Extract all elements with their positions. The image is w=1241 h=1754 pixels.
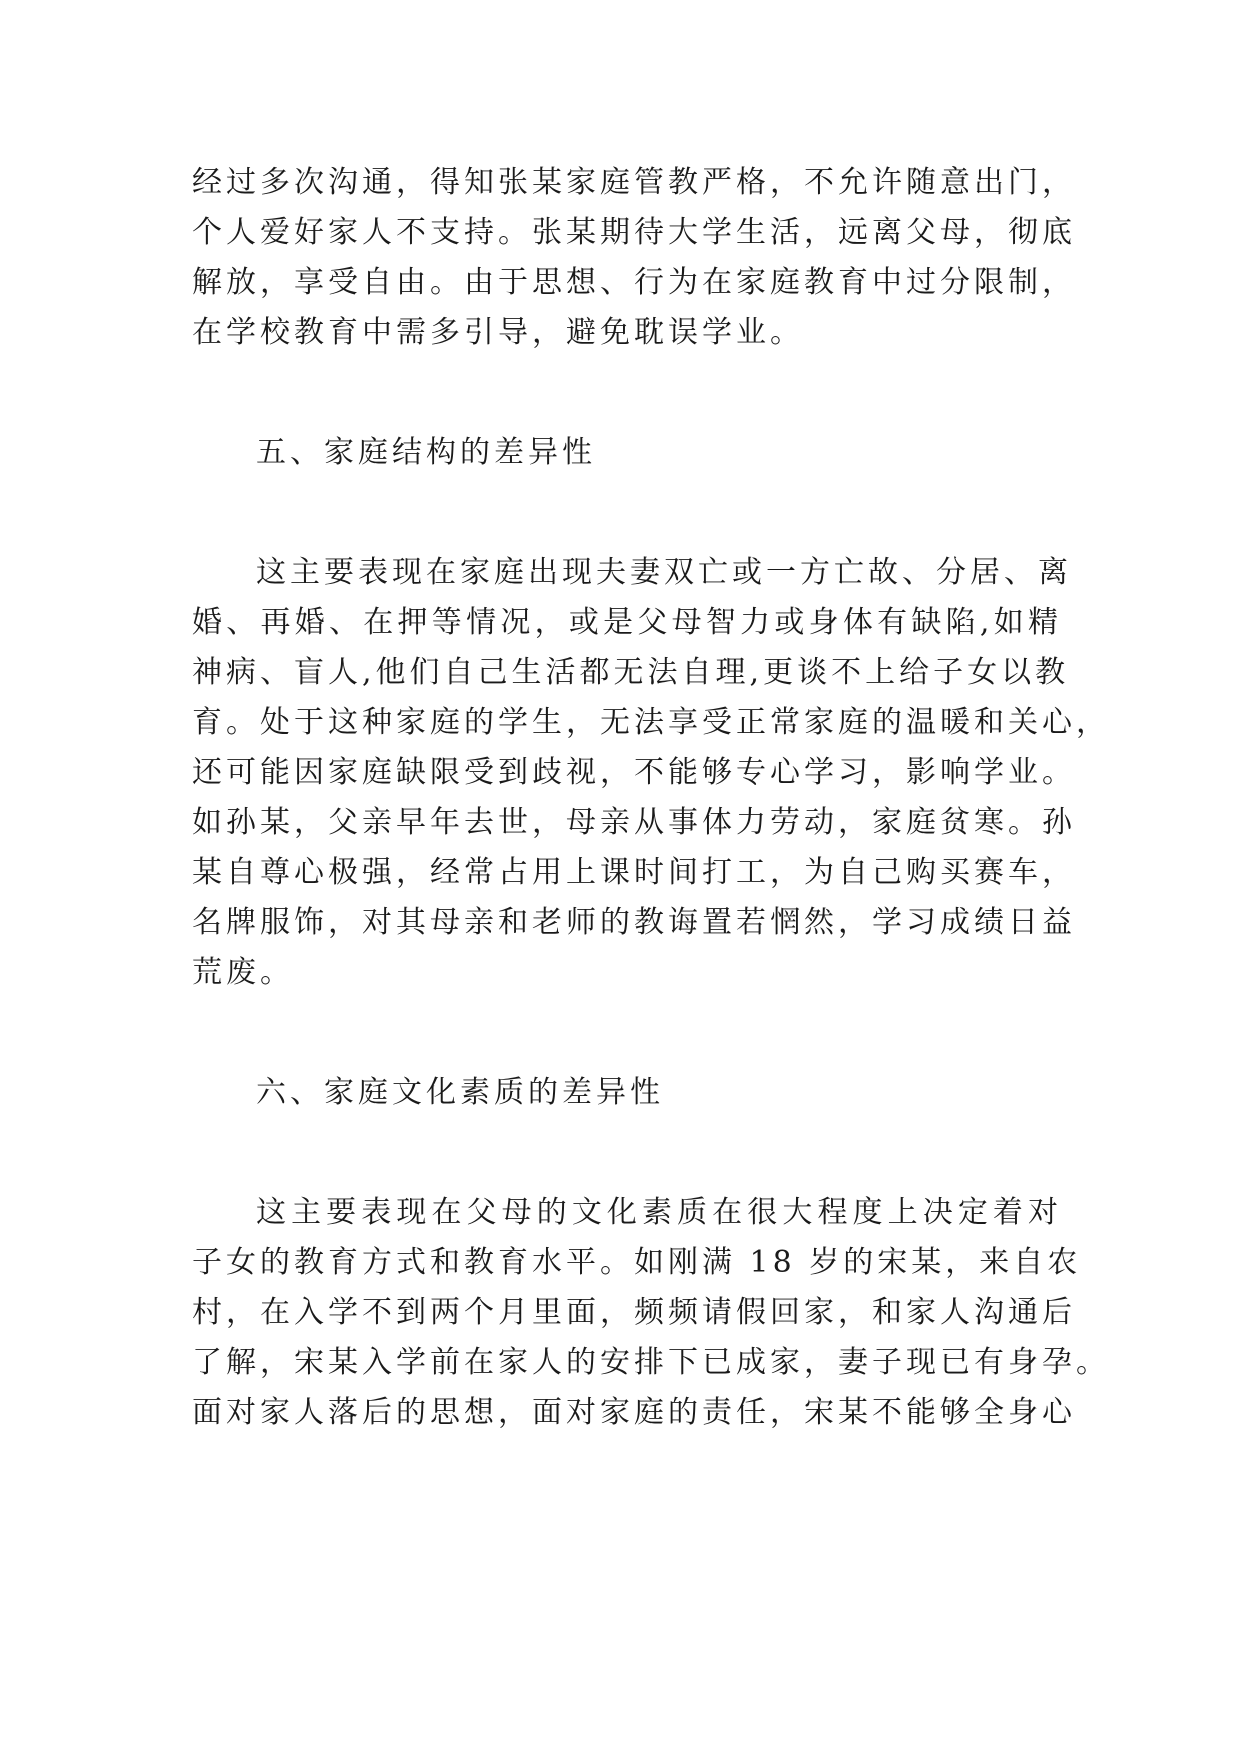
text-line: 这主要表现在家庭出现夫妻双亡或一方亡故、分居、离: [256, 555, 1072, 590]
text-line: 某自尊心极强，经常占用上课时间打工，为自己购买赛车，: [192, 855, 1076, 890]
text-line: 面对家人落后的思想，面对家庭的责任，宋某不能够全身心: [192, 1395, 1076, 1430]
text-line: 神病、盲人,他们自己生活都无法自理,更谈不上给子女以教: [192, 655, 1070, 690]
text-line: 了解，宋某入学前在家人的安排下已成家，妻子现已有身孕。: [192, 1345, 1110, 1380]
text-line: 经过多次沟通，得知张某家庭管教严格，不允许随意出门，: [192, 165, 1076, 200]
text-line: 在学校教育中需多引导，避免耽误学业。: [192, 315, 804, 350]
text-line: 村，在入学不到两个月里面，频频请假回家，和家人沟通后: [192, 1295, 1076, 1330]
text-line: 如孙某，父亲早年去世，母亲从事体力劳动，家庭贫寒。孙: [192, 805, 1076, 840]
paragraph-family-culture: [192, 1188, 1110, 1438]
text-line: 这主要表现在父母的文化素质在很大程度上决定着对: [256, 1195, 1062, 1230]
text-line: 解放，享受自由。由于思想、行为在家庭教育中过分限制，: [192, 265, 1076, 300]
paragraph-family-discipline: [192, 158, 1076, 358]
text-line: 子女的教育方式和教育水平。如刚满 18 岁的宋某，来自农: [192, 1245, 1082, 1280]
section-heading-family-culture: 六、家庭文化素质的差异性: [256, 1075, 664, 1110]
section-heading-family-structure: 五、家庭结构的差异性: [256, 435, 596, 470]
text-line: 还可能因家庭缺限受到歧视，不能够专心学习，影响学业。: [192, 755, 1076, 790]
text-line: 婚、再婚、在押等情况，或是父母智力或身体有缺陷,如精: [192, 605, 1062, 640]
text-line: 荒废。: [192, 955, 294, 990]
document-body: [192, 158, 1110, 1438]
paragraph-family-structure: [192, 548, 1110, 998]
text-line: 育。处于这种家庭的学生，无法享受正常家庭的温暖和关心，: [192, 705, 1110, 740]
text-line: 名牌服饰，对其母亲和老师的教诲置若惘然，学习成绩日益: [192, 905, 1076, 940]
text-line: 个人爱好家人不支持。张某期待大学生活，远离父母，彻底: [192, 215, 1076, 250]
